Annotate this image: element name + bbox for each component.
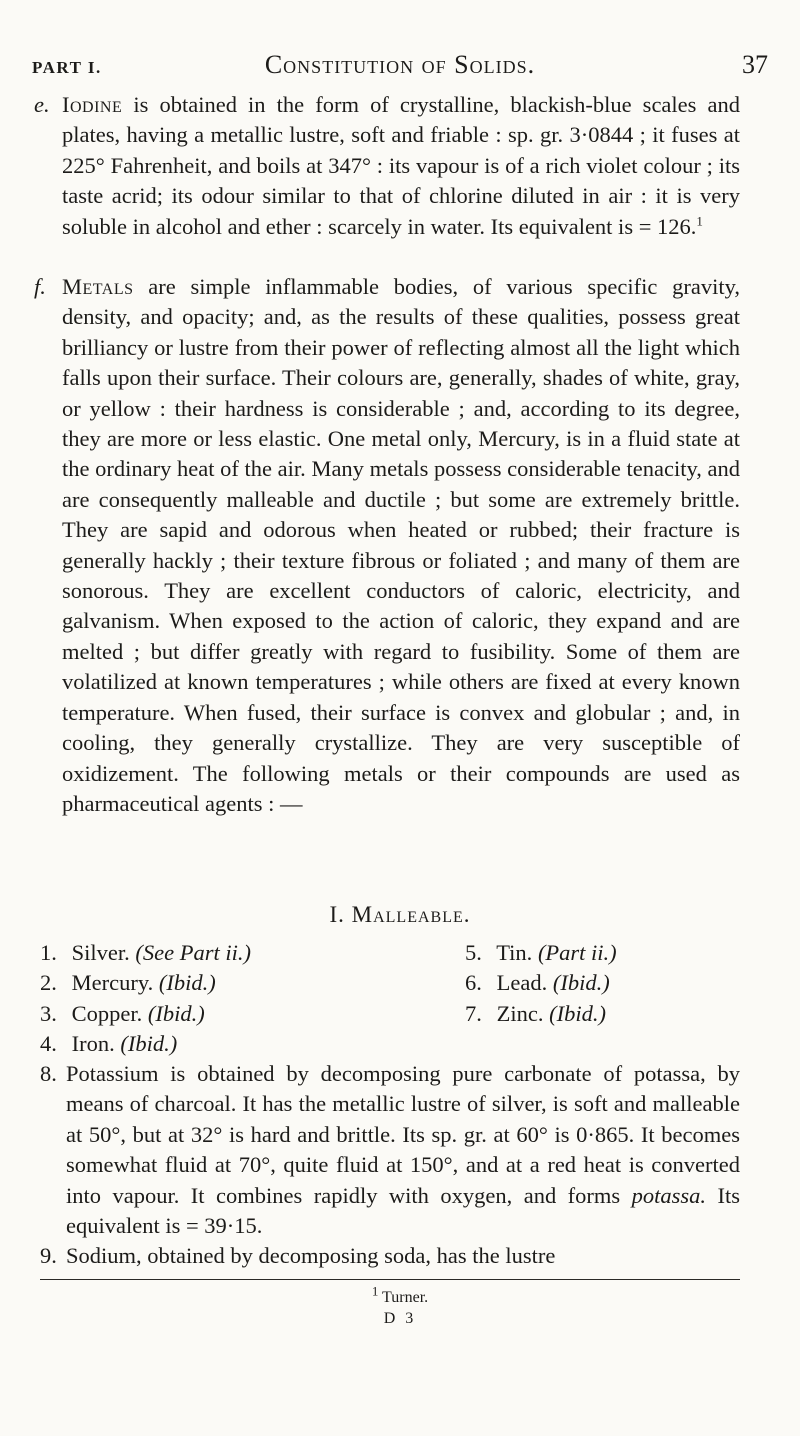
paragraph-metals bbox=[34, 272, 740, 819]
item-number: 8. bbox=[40, 1061, 57, 1086]
page-number: 37 bbox=[742, 50, 768, 79]
running-header bbox=[32, 46, 768, 86]
item-sodium: 9. Sodium, obtained by decomposing soda, has the lustre bbox=[40, 1241, 740, 1271]
footnote bbox=[0, 1283, 800, 1308]
list-item: 2. Mercury. (Ibid.) bbox=[40, 970, 216, 996]
section-heading: I. Malleable. bbox=[329, 902, 471, 927]
footnote-text: Turner. bbox=[378, 1289, 429, 1306]
item-potassium: 8. Potassium is obtained by decomposing pure carbonate of potassa, by means of charcoal. It has the metallic lustre of silver, is soft and malleable at 50°, but at 32° is hard and brittle. Its sp. gr. at 60° is 0·865. It becomes somewhat fluid at 70°, quite fluid at 150°, and at a red heat is converted into vapour. It combines rapidly with oxygen, and forms potassa. Its equivalent is = 39·15. bbox=[40, 1061, 740, 1239]
metal-list-left-column bbox=[40, 938, 251, 1060]
list-item: 4. Iron. (Ibid.) bbox=[40, 1031, 178, 1057]
footnote-divider bbox=[40, 1279, 740, 1280]
paragraph-body: are simple inflammable bodies, of various specific gravity, density, and opacity; and, as the results of these qualities, possess great brilliancy or lustre from their power of reflecting almost all the light which falls upon their surface. Their colours are, generally, shades of white, gray, or yellow : their hardness is considerable ; and, according to its degree, they are more or less elastic. One metal only, Mercury, is in a fluid state at the ordinary heat of the air. Many metals possess considerable tenacity, and are consequently malleable and ductile ; but some are extremely brittle. They are sapid and odorous when heated or rubbed; their fracture is generally hackly ; their texture fibrous or foliated ; and many of them are sonorous. They are excellent conductors of caloric, electricity, and galvanism. When exposed to the action of caloric, they expand and are melted ; but differ greatly with regard to fusibility. Some of them are volatilized at known temperatures ; while others are fixed at every known temperature. When fused, their surface is convex and globular ; and, in cooling, they generally crystallize. They are very susceptible of oxidizement. The following metals or their compounds are used as pharmaceutical agents : — bbox=[62, 274, 740, 816]
term-metals: Metals bbox=[62, 274, 134, 299]
signature-mark: D 3 bbox=[383, 1310, 417, 1327]
footnote-number: 1 bbox=[371, 1283, 379, 1299]
list-item: 5. Tin. (Part ii.) bbox=[465, 940, 617, 965]
list-item: 6. Lead. (Ibid.) bbox=[465, 970, 610, 996]
metal-list-right-column bbox=[465, 938, 617, 1029]
paragraph-body: is obtained in the form of crystalline, blackish-blue scales and plates, having a metallic lustre, soft and friable : sp. gr. 3·0844 ; it fuses at 225° Fahrenheit, and boils at 347° : its vapour is of a rich violet colour ; its taste acrid; its odour similar to that of chlorine diluted in air : it is very soluble in alcohol and ether : scarcely in water. Its equivalent is = 126. bbox=[62, 92, 740, 239]
chapter-title: Constitution of Solids. bbox=[264, 50, 536, 79]
item-number: 9. bbox=[40, 1243, 57, 1268]
list-item: 7. Zinc. (Ibid.) bbox=[465, 1000, 606, 1026]
part-label: PART I. bbox=[32, 58, 102, 77]
list-item: 3. Copper. (Ibid.) bbox=[40, 1000, 205, 1026]
footnote-ref: 1 bbox=[696, 213, 703, 229]
term-iodine: Iodine bbox=[62, 92, 123, 117]
italic-term: potassa. bbox=[631, 1182, 707, 1208]
list-item: 1. Silver. (See Part ii.) bbox=[40, 940, 251, 965]
paragraph-iodine bbox=[34, 90, 740, 242]
paragraph-marker: e. bbox=[34, 92, 50, 117]
paragraph-marker: f. bbox=[34, 274, 46, 299]
